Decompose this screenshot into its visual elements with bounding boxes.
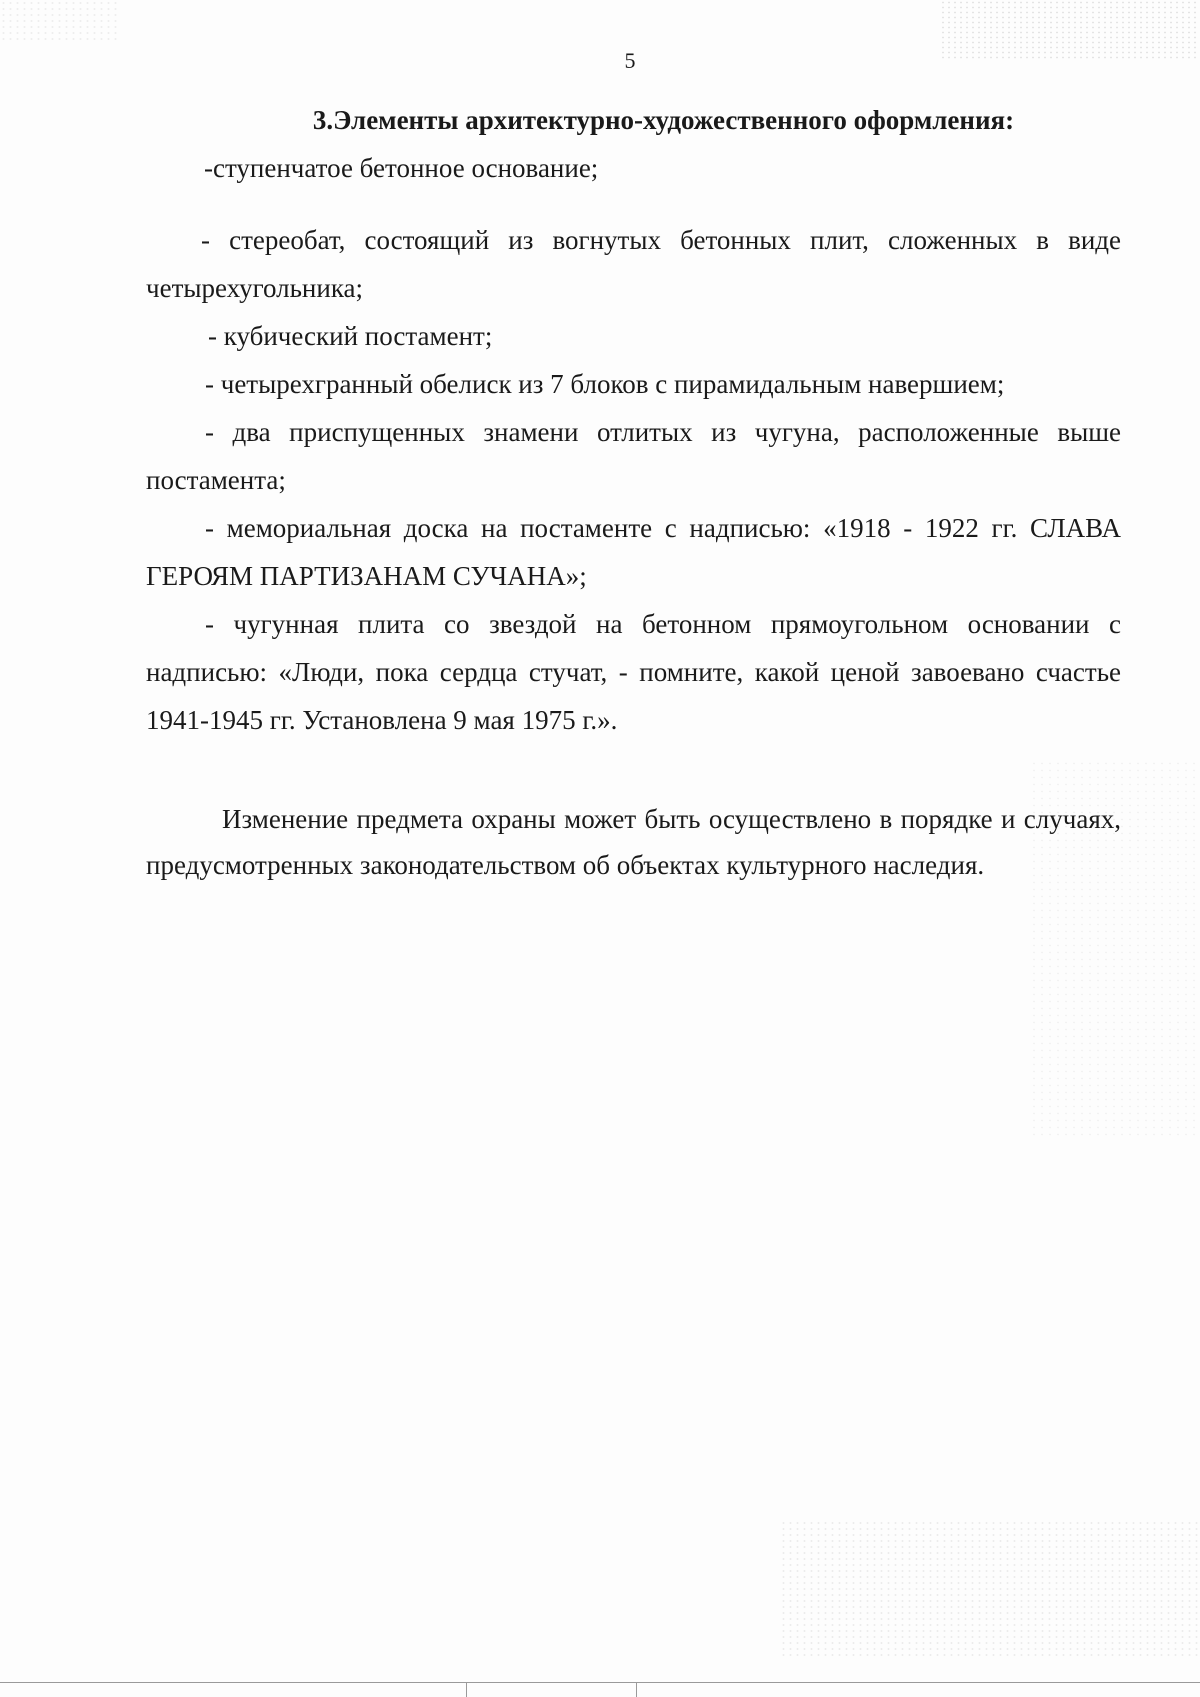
scan-noise	[0, 0, 120, 40]
list-item: - мемориальная доска на постаменте с надписью: «1918 - 1922 гг. СЛАВА ГЕРОЯМ ПАРТИЗАНАМ СУЧАНА»;	[146, 513, 1121, 591]
list-item: -ступенчатое бетонное основание;	[204, 153, 599, 183]
closing-paragraph: Изменение предмета охраны может быть осуществлено в порядке и случаях, предусмотренных законодательством об объектах культурного наследия.	[146, 804, 1121, 880]
list-item: - стереобат, состоящий из вогнутых бетонных плит, сложенных в виде четырехугольника;	[146, 225, 1121, 303]
footer-rule	[0, 1682, 1200, 1683]
footer-tick	[636, 1682, 637, 1697]
footer-tick	[466, 1682, 467, 1697]
section-heading: 3.Элементы архитектурно-художественного оформления:	[312, 105, 1015, 135]
list-item: - два приспущенных знамени отлитых из чугуна, расположенные выше постамента;	[146, 417, 1121, 495]
page-number: 5	[624, 48, 636, 73]
scan-noise	[780, 1520, 1200, 1660]
list-item: - кубический постамент;	[208, 321, 493, 351]
list-item: - чугунная плита со звездой на бетонном прямоугольном основании с надписью: «Люди, пока сердца стучат, - помните, какой ценой завоевано счастье 1941-1945 гг. Установлена 9 мая 1975 г.».	[146, 609, 1121, 735]
list-item: - четырехгранный обелиск из 7 блоков с пирамидальным навершием;	[205, 369, 1005, 399]
document-body	[146, 96, 1121, 888]
